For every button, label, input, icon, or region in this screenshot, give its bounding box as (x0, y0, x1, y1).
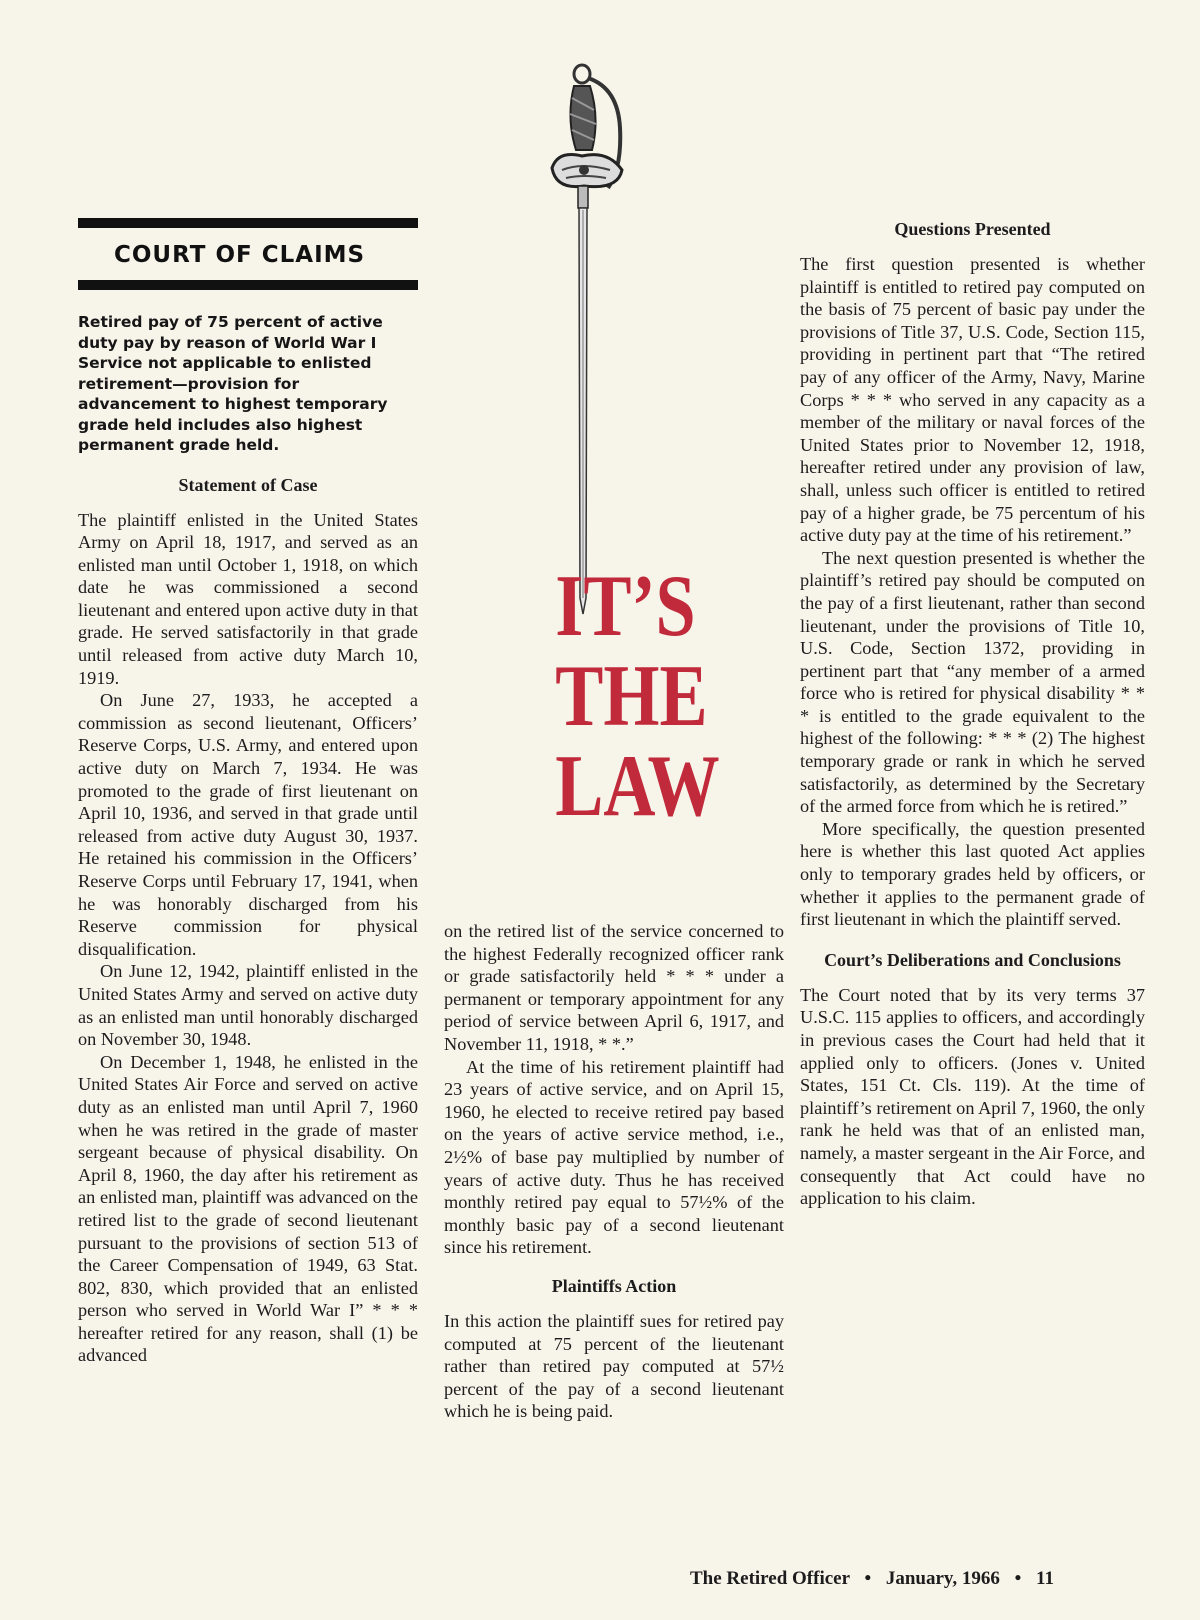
paragraph: On June 27, 1933, he accepted a commission as second lieutenant, Officers’ Reserve Corps, U.S. Army, and entered upon active duty on March 7, 1934. He was promoted to the grade of first lieutenant on April 10, 1936, and served in that grade until released from active duty August 30, 1937. He retained his commission in the Officers’ Reserve Corps until February 17, 1941, when he was honorably discharged from his Reserve commission for physical disqualification. (78, 690, 418, 959)
issue-date: January, 1966 (885, 1568, 1000, 1589)
paragraph: The first question presented is whether plaintiff is entitled to retired pay computed on the basis of 75 percent of basic pay under the provisions of Title 37, U.S. Code, Section 115, providing in pertinent part that “The retired pay of any officer of the Army, Navy, Marine Corps * * * who served in any capacity as a member of the military or naval forces of the United States prior to November 12, 1918, hereafter retired under any provision of law, shall, unless such officer is entitled to retired pay of a higher grade, be 75 percentum of his active duty pay at the time of his retirement.” (800, 254, 1145, 546)
separator: • (864, 1568, 872, 1589)
separator: • (1014, 1568, 1022, 1589)
paragraph: In this action the plaintiff sues for retired pay computed at 75 percent of the lieutenant rather than retired pay computed at 57½ percent of the pay of a second lieutenant which he is being paid. (444, 1310, 784, 1422)
paragraph: The plaintiff enlisted in the United States Army on April 18, 1917, and served as an enlisted man until October 1, 1918, on which date he was commissioned a second lieutenant and entered upon active duty in that grade. He served satisfactorily in that grade until released from active duty March 10, 1919. (78, 509, 418, 688)
court-heading: Court’s Deliberations and Conclusions (824, 949, 1121, 970)
headline-word: IT’S (555, 558, 696, 655)
questions-heading: Questions Presented (894, 219, 1051, 239)
right-column (800, 218, 1145, 1210)
paragraph: The next question presented is whether the plaintiff’s retired pay should be computed on the pay of a first lieutenant, rather than second lieutenant, under the provisions of Title 10, U.S. Code, Section 1372, providing in pertinent part that “any member of a armed force who is retired for physical disability * * * is entitled to the grade equivalent to the highest of the following: * * * (2) The highest temporary grade or rank in which he served satisfactorily, as determined by the Secretary of the armed force from which he is retired.” (800, 547, 1145, 817)
top-rule (78, 218, 418, 228)
bottom-rule (78, 280, 418, 290)
paragraph: On June 12, 1942, plaintiff enlisted in the United States Army and served on active duty as an enlisted man until honorably discharged on November 30, 1948. (78, 961, 418, 1050)
headline (555, 558, 720, 835)
statement-heading: Statement of Case (178, 474, 318, 495)
left-column (78, 218, 418, 1367)
case-summary: Retired pay of 75 percent of active duty pay by reason of World War I Service not applicable to enlisted retirement—provision for advancement to highest temporary grade held includes also highest permanent grade held. (78, 313, 388, 454)
paragraph: At the time of his retirement plaintiff had 23 years of active service, and on April 15, 1960, he elected to receive retired pay based on the years of active service method, i.e., 2½% of base pay multiplied by number of years of active duty. Thus he has received monthly retired pay equal to 57½% of the monthly basic pay of a second lieutenant since his retirement. (444, 1056, 784, 1258)
publication-name: The Retired Officer (690, 1568, 850, 1589)
plaintiffs-heading: Plaintiffs Action (551, 1275, 677, 1296)
page-number: 11 (1036, 1568, 1054, 1589)
sword-icon (548, 58, 698, 618)
headline-word: THE (555, 648, 708, 745)
paragraph: On December 1, 1948, he enlisted in the United States Air Force and served on active duty as an enlisted man until April 7, 1960 when he was retired in the grade of master sergeant because of physical disability. On April 8, 1960, the day after his retirement as an enlisted man, plaintiff was advanced on the retired list to the grade of second lieutenant pursuant to the provisions of section 513 of the Career Compensation of 1949, 63 Stat. 802, 830, which provided that an enlisted person who served in World War I” * * * hereafter retired for any reason, shall (1) be advanced (78, 1051, 418, 1366)
headline-word: LAW (555, 738, 720, 835)
paragraph: on the retired list of the service concerned to the highest Federally recognized officer rank or grade satisfactorily held * * * under a permanent or temporary appointment for any period of service between April 6, 1917, and November 11, 1918, * *.” (444, 921, 784, 1054)
section-title: COURT OF CLAIMS (114, 242, 366, 268)
middle-column (444, 920, 784, 1423)
paragraph: More specifically, the question presented here is whether this last quoted Act applies only to temporary grades held by officers, or whether it applies to the permanent grade of first lieutenant in which the plaintiff served. (800, 818, 1145, 930)
paragraph: The Court noted that by its very terms 37 U.S.C. 115 applies to officers, and accordingly in previous cases the Court had held that it applied only to officers. (Jones v. United States, 151 Ct. Cls. 119). At the time of plaintiff’s retirement on April 7, 1960, the only rank he held was that of an enlisted man, namely, a master sergeant in the Air Force, and consequently that Act could have no application to his claim. (800, 984, 1145, 1209)
page-footer (690, 1568, 1150, 1590)
